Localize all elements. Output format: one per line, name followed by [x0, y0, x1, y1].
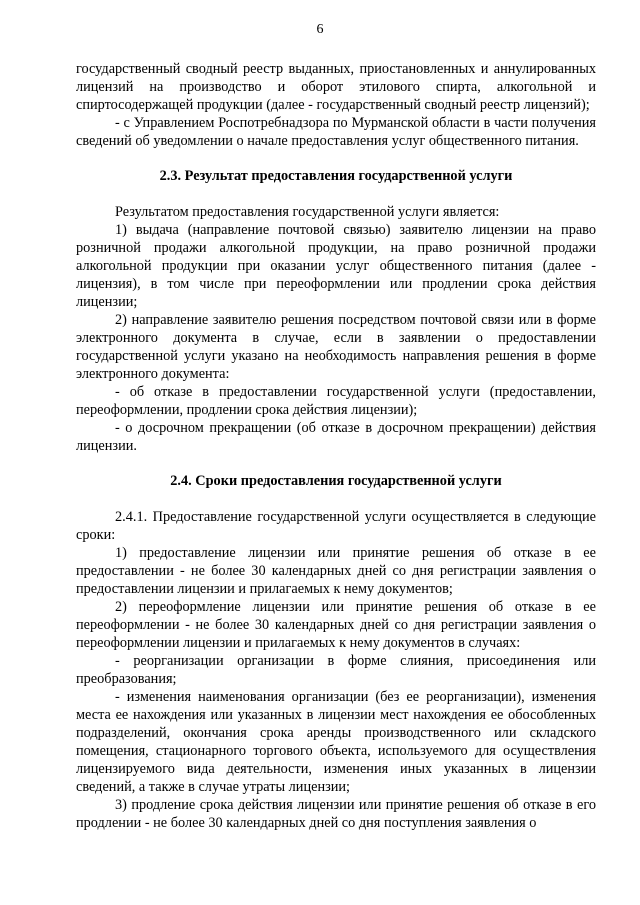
paragraph: государственный сводный реестр выданных, приостановленных и аннулированных лицензий на производство и оборот этилового спирта, алкогольной и спиртосодержащей продукции (далее - государственный сводный реестр лицензий); — [76, 61, 596, 113]
list-item: - реорганизации организации в форме слияния, присоединения или преобразования; — [76, 653, 596, 687]
paragraph: 2.4.1. Предоставление государственной услуги осуществляется в следующие сроки: — [76, 509, 596, 543]
list-item: - об отказе в предоставлении государственной услуги (предоставлении, переоформлении, продлении срока действия лицензии); — [76, 384, 596, 418]
document-body — [76, 60, 596, 832]
page-number: 6 — [316, 22, 324, 37]
paragraph: - с Управлением Роспотребнадзора по Мурманской области в части получения сведений об уведомлении о начале предоставления услуг общественного питания. — [76, 115, 596, 149]
paragraph: Результатом предоставления государственной услуги является: — [115, 204, 500, 220]
list-item: 1) выдача (направление почтовой связью) заявителю лицензии на право розничной продажи алкогольной продукции, на право розничной продажи алкогольной продукции при оказании услуг общественного питания (далее - лицензия), в том числе при переоформлении или продлении срока действия лицензии; — [76, 222, 596, 310]
list-item: 3) продление срока действия лицензии или принятие решения об отказе в его продлении - не более 30 календарных дней со дня поступления заявления о — [76, 797, 596, 831]
list-item: 2) переоформление лицензии или принятие решения об отказе в ее переоформлении - не более 30 календарных дней со дня регистрации заявления о переоформлении лицензии и прилагаемых к нему документов в случаях: — [76, 599, 596, 651]
section-heading-2-3: 2.3. Результат предоставления государственной услуги — [159, 168, 513, 184]
list-item: 2) направление заявителю решения посредством почтовой связи или в форме электронного документа в случае, если в заявлении о предоставлении государственной услуги указано на необходимость направления решения в форме электронного документа: — [76, 312, 596, 382]
list-item: - изменения наименования организации (без ее реорганизации), изменения места ее нахождения или указанных в лицензии мест нахождения ее обособленных подразделений, окончания срока аренды производственного или складского помещения, стационарного торгового объекта, используемого для осуществления лицензируемого вида деятельности, изменения иных указанных в лицензии сведений, а также в случае утраты лицензии; — [76, 689, 596, 795]
list-item: 1) предоставление лицензии или принятие решения об отказе в ее предоставлении - не более 30 календарных дней со дня регистрации заявления о предоставлении лицензии и прилагаемых к нему документов; — [76, 545, 596, 597]
section-heading-2-4: 2.4. Сроки предоставления государственной услуги — [170, 473, 502, 489]
list-item: - о досрочном прекращении (об отказе в досрочном прекращении) действия лицензии. — [76, 420, 596, 454]
